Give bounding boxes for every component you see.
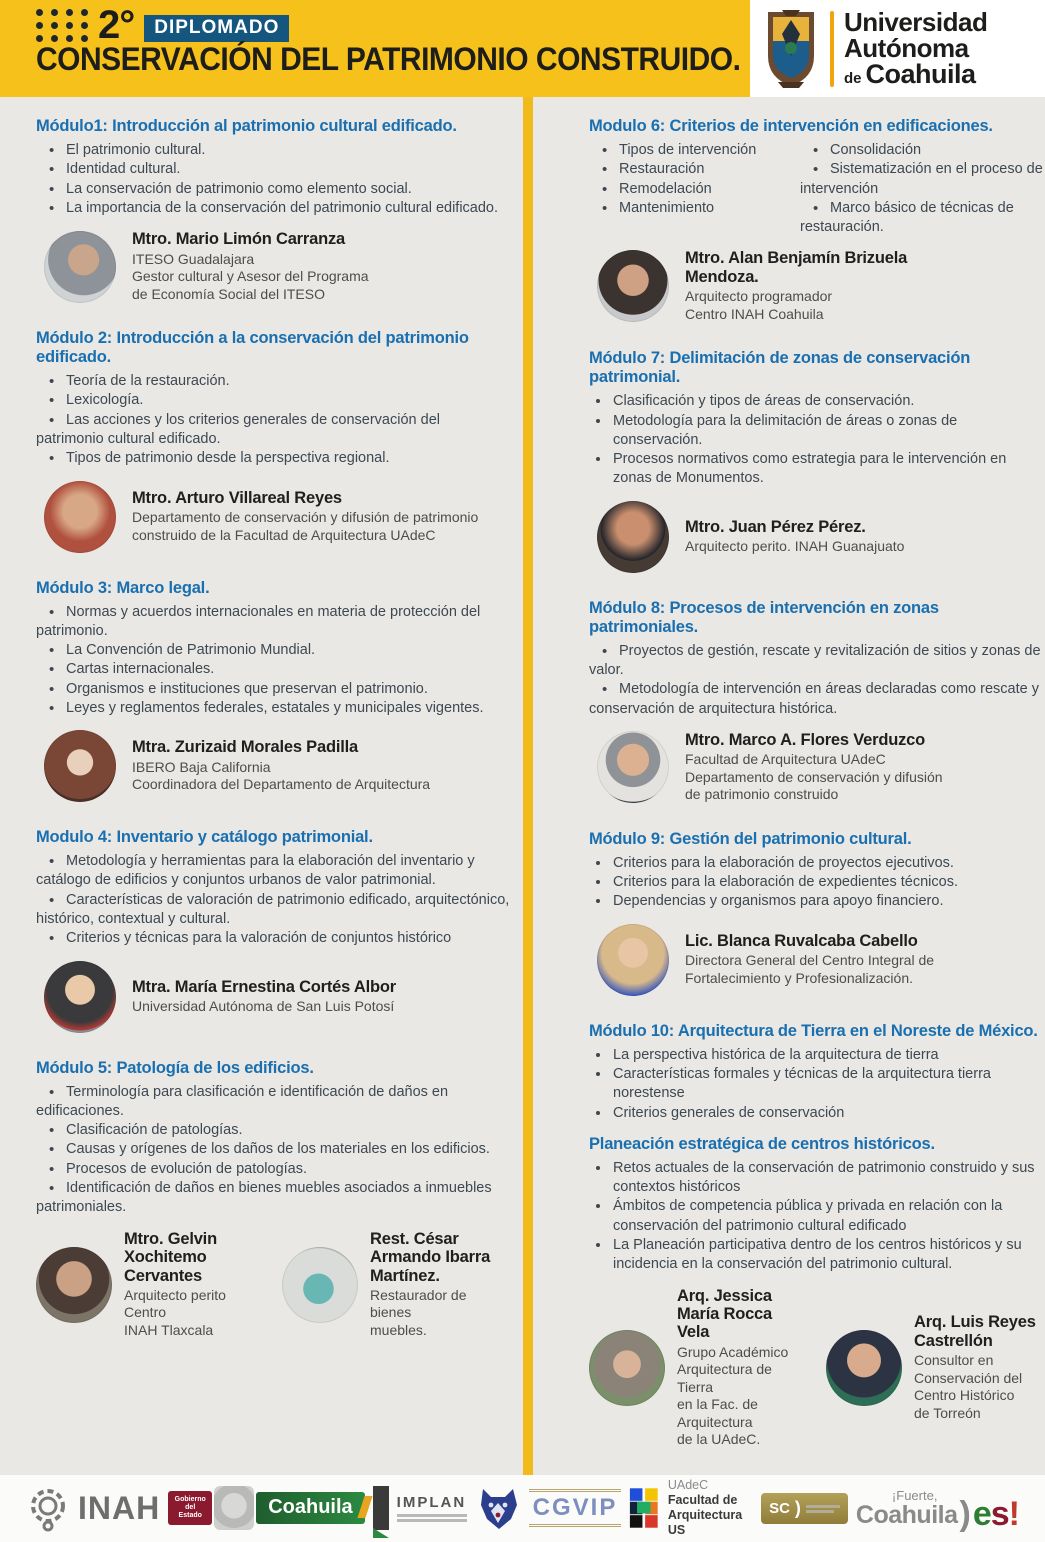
module-6-bullets-right — [800, 141, 1045, 237]
bullet-item: • Sistematización en el proceso de intervención — [800, 160, 1045, 199]
instructor-photo — [44, 231, 116, 303]
module-1-bullets — [36, 141, 510, 218]
bullet-item: • Clasificación de patologías. — [36, 1121, 510, 1140]
text-line: en la Fac. de Arquitectura — [677, 1396, 758, 1430]
bullet-item: • Mantenimiento — [589, 199, 794, 218]
module-10-bullets — [589, 1046, 1045, 1123]
module-5-bullets — [36, 1083, 510, 1218]
module-8-bullets — [589, 642, 1045, 719]
bullet-item: • Tipos de patrimonio desde la perspectiva regional. — [36, 449, 510, 468]
bullet-item: • Criterios y técnicas para la valoración de conjuntos histórico — [36, 929, 510, 948]
bullet-item: • Remodelación — [589, 180, 794, 199]
text-line: Gestor cultural y Asesor del Programa — [132, 268, 369, 285]
uadec-arquitectura-logo: UAdeC Facultad de Arquitectura US — [629, 1478, 753, 1538]
bullet-item: • Proyectos de gestión, rescate y revitalización de sitios y zonas de valor. — [589, 642, 1045, 681]
instructor-photo — [44, 481, 116, 553]
planeacion-title: Planeación estratégica de centros históricos. — [589, 1134, 935, 1153]
text-line: de Torreón — [914, 1404, 981, 1421]
module-10-title: Módulo 10: Arquitectura de Tierra en el Noreste de México. — [589, 1021, 1038, 1040]
bullet-item: • Metodología de intervención en áreas declaradas como rescate y conservación de arquitectura histórica. — [589, 680, 1045, 719]
university-crest-icon — [762, 8, 820, 90]
instructor-photo — [597, 924, 669, 996]
module-6-bullets-left — [589, 141, 794, 237]
text-line: Grupo Académico — [677, 1343, 789, 1360]
text-line: Fortalecimiento y Profesionalización. — [685, 969, 913, 986]
module-9-bullets — [589, 854, 1045, 912]
bullet-item: • Restauración — [589, 160, 794, 179]
header-left — [0, 0, 750, 97]
module-3 — [36, 579, 510, 803]
bullet-item: • Clasificación y tipos de áreas de conservación. — [611, 392, 1045, 411]
edition-number: 2° — [98, 3, 135, 47]
bullet-item: • Tipos de intervención — [589, 141, 794, 160]
bullet-item: • Terminología para clasificación e identificación de daños en edificaciones. — [36, 1083, 510, 1122]
bullet-item: • Lexicología. — [36, 391, 510, 410]
wolf-icon — [475, 1485, 521, 1531]
text-line: de Economía Social del ITESO — [132, 285, 325, 302]
instructor-photo — [44, 730, 116, 802]
module-2-bullets — [36, 372, 510, 468]
module-4 — [36, 828, 510, 1032]
module-7-bullets — [589, 392, 1045, 488]
coahuila-crest-icon — [214, 1486, 254, 1530]
fuerte-coahuila-es-logo: ¡Fuerte, Coahuila ) es! — [855, 1487, 1019, 1533]
text-line: INAH Tlaxcala — [124, 1321, 214, 1338]
university-name: Universidad Autónoma de Coahuila — [844, 7, 988, 89]
bullet-item: • Criterios para la elaboración de expedientes técnicos. — [611, 873, 1045, 892]
text-line: Consultor en — [914, 1352, 994, 1369]
header-band — [0, 0, 1045, 97]
text-line: Departamento de conservación y difusión de patrimonio — [132, 509, 479, 526]
inah-emblem-icon — [26, 1484, 70, 1532]
text-line: Conservación del — [914, 1369, 1023, 1386]
bullet-item: • Organismos e instituciones que preservan el patrimonio. — [36, 680, 510, 699]
cgvip-logo: CGVIP — [475, 1485, 622, 1531]
bullet-item: • El patrimonio cultural. — [36, 141, 510, 160]
module-1-title: Módulo1: Introducción al patrimonio cultural edificado. — [36, 117, 457, 135]
bullet-item: • Metodología para la delimitación de áreas o zonas de conservación. — [611, 412, 1045, 451]
text-line: de patrimonio construido — [685, 786, 839, 803]
text-line: muebles. — [370, 1321, 427, 1338]
module-5 — [36, 1059, 510, 1340]
text-line: Arquitecto perito Centro — [124, 1286, 226, 1321]
instructor-luis-reyes: Arq. Luis Reyes Castrellón Consultor en Conservación del Centro Histórico de Torreón — [826, 1287, 1045, 1449]
instructor-photo — [44, 961, 116, 1033]
bullet-item: • Normas y acuerdos internacionales en materia de protección del patrimonio. — [36, 603, 510, 642]
bullet-item: • La importancia de la conservación del patrimonio cultural edificado. — [36, 199, 510, 218]
university-block — [750, 0, 1045, 97]
planeacion-section — [589, 1135, 1045, 1449]
center-divider — [523, 97, 533, 1475]
text-line: construido de la Facultad de Arquitectura UAdeC — [132, 526, 436, 543]
planeacion-bullets — [589, 1159, 1045, 1275]
text-line: Departamento de conservación y difusión — [685, 768, 943, 785]
text-line: Arquitecto programador — [685, 288, 833, 305]
text-line: Facultad de Arquitectura UAdeC — [685, 751, 886, 768]
secretaria-cultura-logo: SC ) — [761, 1493, 848, 1524]
text-line: de la UAdeC. — [677, 1431, 761, 1448]
instructor-mario-limon: Mtro. Mario Limón Carranza ITESO Guadalajara Gestor cultural y Asesor del Programa de Economía Social del ITESO — [44, 230, 510, 303]
instructor-photo — [282, 1247, 358, 1323]
gobierno-badge: Gobierno del Estado — [168, 1491, 212, 1525]
module-2 — [36, 329, 510, 552]
bullet-item: • Ámbitos de competencia pública y privada en relación con la conservación del patrimonio cultural edificado — [611, 1197, 1045, 1236]
module-8 — [589, 599, 1045, 804]
instructor-zurizaid-morales: Mtra. Zurizaid Morales Padilla IBERO Baja California Coordinadora del Departamento de Arquitectura — [44, 730, 510, 802]
implan-mark-icon — [373, 1486, 389, 1530]
sc-paren: ) — [794, 1497, 801, 1518]
fuerte-paren: ) — [959, 1494, 971, 1533]
bullet-item: • La conservación de patrimonio como elemento social. — [36, 180, 510, 199]
bullet-item: • Criterios generales de conservación — [611, 1104, 1045, 1123]
instructor-photo — [36, 1247, 112, 1323]
text-line: ITESO Guadalajara — [132, 250, 255, 267]
bullet-item: • Características formales y técnicas de la arquitectura tierra norestense — [611, 1065, 1045, 1104]
implan-subtext — [397, 1514, 467, 1522]
instructor-arturo-villareal: Mtro. Arturo Villareal Reyes Departamento de conservación y difusión de patrimonio construido de la Facultad de Arquitectura UAdeC — [44, 481, 510, 553]
instructor-gelvin-xochitemo: Mtro. Gelvin Xochitemo Cervantes Arquitecto perito Centro INAH Tlaxcala — [36, 1230, 264, 1340]
bullet-item: • Marco básico de técnicas de restauración. — [800, 199, 1045, 238]
bullet-item: • Criterios para la elaboración de proyectos ejecutivos. — [611, 854, 1045, 873]
bullet-item: • Dependencias y organismos para apoyo financiero. — [611, 892, 1045, 911]
text-line: Arquitecto perito. INAH Guanajuato — [685, 538, 905, 555]
instructor-juan-perez: Mtro. Juan Pérez Pérez. Arquitecto perito. INAH Guanajuato — [597, 501, 1045, 573]
diplomado-badge: DIPLOMADO — [144, 15, 289, 42]
instructor-alan-brizuela: Mtro. Alan Benjamín Brizuela Mendoza. Arquitecto programador Centro INAH Coahuila — [597, 249, 1045, 323]
module-4-bullets — [36, 852, 510, 948]
bullet-item: • Procesos de evolución de patologías. — [36, 1160, 510, 1179]
instructor-maria-cortes: Mtra. María Ernestina Cortés Albor Universidad Autónoma de San Luis Potosí — [44, 961, 510, 1033]
instructor-photo — [597, 501, 669, 573]
instructor-jessica-rocca: Arq. Jessica María Rocca Vela Grupo Académico Arquitectura de Tierra en la Fac. de Arquitectura de la UAdeC. — [589, 1287, 808, 1449]
text-line: Arquitectura de Tierra — [677, 1361, 772, 1395]
bullet-item: • Metodología y herramientas para la elaboración del inventario y catálogo de edificios y conjuntos urbanos de valor patrimonial. — [36, 852, 510, 891]
bullet-item: • Procesos normativos como estrategia para le intervención en zonas de Monumentos. — [611, 450, 1045, 489]
instructor-photo — [826, 1330, 902, 1406]
content-area — [0, 97, 1045, 1475]
bullet-item: • Retos actuales de la conservación de patrimonio construido y sus contextos históricos — [611, 1159, 1045, 1198]
module-8-title: Módulo 8: Procesos de intervención en zonas patrimoniales. — [589, 598, 939, 636]
inah-logo: INAH — [26, 1484, 160, 1532]
bullet-item: • Identificación de daños en bienes muebles asociados a inmuebles patrimoniales. — [36, 1179, 510, 1218]
bullet-item: • Cartas internacionales. — [36, 660, 510, 679]
implan-logo: IMPLAN — [373, 1486, 467, 1530]
left-column — [36, 117, 510, 1475]
module-7 — [589, 349, 1045, 572]
instructor-marco-flores: Mtro. Marco A. Flores Verduzco Facultad de Arquitectura UAdeC Departamento de conservación y difusión de patrimonio construido — [597, 731, 1045, 804]
module-9 — [589, 830, 1045, 996]
module-5-title: Módulo 5: Patología de los edificios. — [36, 1058, 314, 1077]
module-3-bullets — [36, 603, 510, 719]
text-line: Centro INAH Coahuila — [685, 305, 824, 322]
crest-separator — [830, 11, 834, 87]
bullet-item: • La Planeación participativa dentro de los centros históricos y su incidencia en la conservación del patrimonio cultural. — [611, 1236, 1045, 1275]
right-column — [589, 117, 1045, 1475]
instructor-photo — [597, 250, 669, 322]
text-line: IBERO Baja California — [132, 758, 271, 775]
uadec-cube-icon — [629, 1484, 659, 1532]
bullet-item: • Leyes y reglamentos federales, estatales y municipales vigentes. — [36, 699, 510, 718]
text-line: Universidad Autónoma de San Luis Potosí — [132, 998, 395, 1015]
coahuila-badge: Coahuila — [256, 1492, 364, 1524]
text-line: Directora General del Centro Integral de — [685, 952, 935, 969]
text-line: Centro Histórico — [914, 1387, 1015, 1404]
text-line: Restaurador de bienes — [370, 1286, 467, 1321]
module-4-title: Modulo 4: Inventario y catálogo patrimonial. — [36, 828, 373, 847]
poster-title: CONSERVACIÓN DEL PATRIMONIO CONSTRUIDO. — [36, 42, 741, 78]
coahuila-gobierno-logo — [168, 1486, 364, 1530]
module-10 — [589, 1022, 1045, 1123]
dots-pattern — [36, 9, 89, 43]
module-6 — [589, 117, 1045, 323]
instructor-photo — [597, 731, 669, 803]
sc-subtext — [806, 1503, 840, 1513]
sponsor-footer — [0, 1475, 1045, 1542]
instructor-photo — [589, 1330, 665, 1406]
module-7-title: Módulo 7: Delimitación de zonas de conservación patrimonial. — [589, 349, 971, 387]
bullet-item: • La perspectiva histórica de la arquitectura de tierra — [611, 1046, 1045, 1065]
bullet-item: • La Convención de Patrimonio Mundial. — [36, 641, 510, 660]
bullet-item: • Características de valoración de patrimonio edificado, arquitectónico, histórico, contextual y cultural. — [36, 891, 510, 930]
bullet-item: • Causas y orígenes de los daños de los materiales en los edificios. — [36, 1140, 510, 1159]
module-3-title: Módulo 3: Marco legal. — [36, 578, 210, 597]
module-9-title: Módulo 9: Gestión del patrimonio cultural. — [589, 829, 912, 848]
bullet-item: • Consolidación — [800, 141, 1045, 160]
instructor-blanca-ruvalcaba: Lic. Blanca Ruvalcaba Cabello Directora General del Centro Integral de Fortalecimiento y Profesionalización. — [597, 924, 1045, 996]
bullet-item: • Identidad cultural. — [36, 160, 510, 179]
module-2-title: Módulo 2: Introducción a la conservación del patrimonio edificado. — [36, 329, 469, 367]
bullet-item: • Teoría de la restauración. — [36, 372, 510, 391]
module-6-title: Modulo 6: Criterios de intervención en edificaciones. — [589, 117, 993, 135]
module-1 — [36, 117, 510, 303]
instructor-cesar-ibarra: Rest. César Armando Ibarra Martínez. Restaurador de bienes muebles. — [282, 1230, 510, 1340]
text-line: Coordinadora del Departamento de Arquitectura — [132, 776, 431, 793]
bullet-item: • Las acciones y los criterios generales de conservación del patrimonio cultural edificado. — [36, 411, 510, 450]
